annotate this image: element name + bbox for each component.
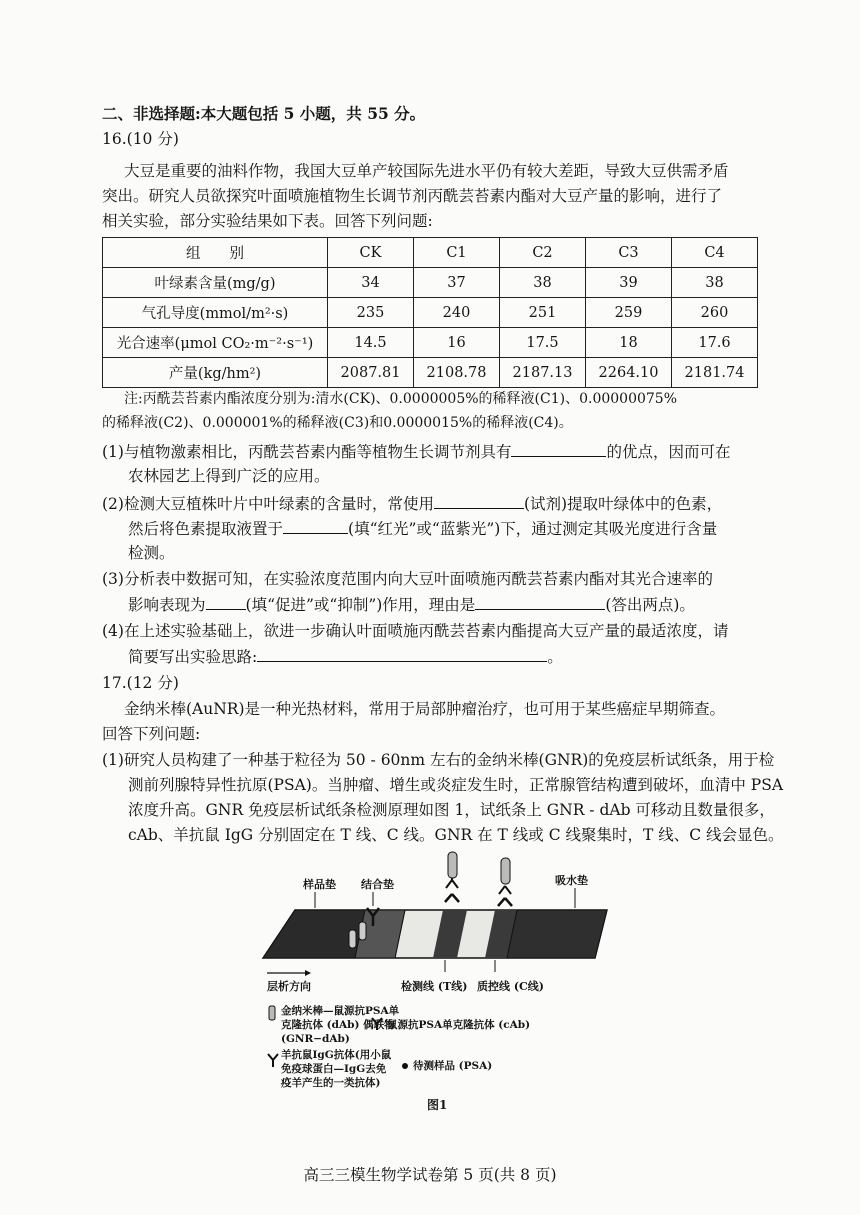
page-footer: 高三三模生物学试卷第 5 页(共 8 页)	[303, 1166, 557, 1184]
answer-blank[interactable]	[511, 440, 606, 457]
antibody-icon	[499, 886, 511, 894]
q17-sub1-line-4: cAb、羊抗鼠 IgG 分别固定在 T 线、C 线。GNR 在 T 线或 C 线聚集时，T 线、C 线会显色。	[128, 826, 784, 844]
table-cell: 260	[672, 298, 758, 328]
legend-cab: 鼠源抗PSA单克隆抗体 (cAb)	[387, 1019, 531, 1031]
table-cell: 17.6	[672, 328, 758, 358]
absorbent-pad-label: 吸水垫	[555, 874, 588, 887]
table-cell: 2187.13	[500, 358, 586, 388]
q16-data-table	[102, 237, 758, 388]
table-cell: 2087.81	[328, 358, 414, 388]
table-cell: 气孔导度(mmol/m²·s)	[103, 298, 328, 328]
q16-sub3-line-2	[128, 593, 695, 616]
table-cell: 2108.78	[414, 358, 500, 388]
absorbent-pad-shape	[507, 910, 607, 958]
table-cell: 38	[500, 268, 586, 298]
question-16-number: 16.(10 分)	[102, 130, 179, 148]
table-header-cell: C4	[672, 238, 758, 268]
q16-sub2-line-3: 检测。	[128, 544, 175, 562]
table-cell: 光合速率(μmol CO₂·m⁻²·s⁻¹)	[103, 328, 328, 358]
table-cell: 240	[414, 298, 500, 328]
table-cell: 37	[414, 268, 500, 298]
control-line-label: 质控线 (C线)	[477, 980, 544, 993]
q16-sub2-text-a: (2)检测大豆植株叶片中叶绿素的含量时，常使用	[102, 495, 434, 513]
gnr-rod-icon	[359, 922, 366, 940]
q16-intro-line-2: 突出。研究人员欲探究叶面喷施植物生长调节剂丙酰芸苔素内酯对大豆产量的影响，进行了	[102, 187, 723, 205]
cab-antibody-icon	[445, 894, 459, 902]
table-row	[103, 298, 758, 328]
q16-sub3-text-d: (答出两点)。	[605, 596, 695, 614]
table-cell: 235	[328, 298, 414, 328]
table-cell: 39	[586, 268, 672, 298]
table-row	[103, 268, 758, 298]
gnr-rod-icon	[448, 852, 457, 878]
table-header-row	[103, 238, 758, 268]
table-header-cell: C2	[500, 238, 586, 268]
igg-legend-icon	[268, 1054, 278, 1067]
table-cell: 17.5	[500, 328, 586, 358]
table-note-line-1: 注:丙酰芸苔素内酯浓度分别为:清水(CK)、0.0000005%的稀释液(C1)、0.00000075%	[124, 391, 677, 407]
table-cell: 251	[500, 298, 586, 328]
answer-blank[interactable]	[434, 492, 524, 509]
table-note-line-2: 的稀释液(C2)、0.000001%的稀释液(C3)和0.0000015%的稀释液(C4)。	[102, 415, 573, 431]
q16-sub1-line-2: 农林园艺上得到广泛的应用。	[128, 467, 330, 485]
q16-sub4-text-b: 简要写出实验思路:	[128, 648, 258, 666]
q17-sub1-line-1: (1)研究人员构建了一种基于粒径为 50 - 60nm 左右的金纳米棒(GNR)的免疫层析试纸条，用于检	[102, 751, 775, 769]
table-header-cell: C3	[586, 238, 672, 268]
table-cell: 14.5	[328, 328, 414, 358]
table-header-cell: C1	[414, 238, 500, 268]
gnr-rod-icon	[501, 858, 510, 884]
figure-1	[255, 848, 625, 1110]
test-line-label: 检测线 (T线)	[401, 980, 468, 993]
q16-sub2-line-1	[102, 492, 722, 515]
table-cell: 2264.10	[586, 358, 672, 388]
section-header: 二、非选择题:本大题包括 5 小题，共 55 分。	[102, 104, 426, 123]
table-row	[103, 328, 758, 358]
q16-sub1-line-1	[102, 440, 730, 463]
answer-blank[interactable]	[206, 593, 246, 610]
table-cell: 2181.74	[672, 358, 758, 388]
q16-sub1-text-a: (1)与植物激素相比，丙酰芸苔素内酯等植物生长调节剂具有	[102, 443, 512, 461]
legend-gnr	[281, 1004, 399, 1046]
igg-antibody-icon	[498, 898, 512, 906]
question-17-number: 17.(12 分)	[102, 674, 179, 692]
q16-sub2-line-2	[128, 517, 717, 540]
table-cell: 259	[586, 298, 672, 328]
q16-sub1-text-b: 的优点，因而可在	[606, 443, 731, 461]
q16-sub2-text-c: 然后将色素提取液置于	[128, 520, 284, 538]
q16-sub2-text-d: (填“红光”或“蓝紫光”)下，通过测定其吸光度进行含量	[348, 520, 718, 538]
gnr-rod-icon	[349, 930, 356, 948]
sample-pad-label: 样品垫	[303, 878, 336, 891]
answer-blank[interactable]	[257, 645, 547, 662]
table-cell: 18	[586, 328, 672, 358]
q16-sub2-text-b: (试剂)提取叶绿体中的色素，	[523, 495, 723, 513]
q16-sub3-text-c: (填“促进”或“抑制”)作用，理由是	[245, 596, 476, 614]
figure-caption: 图1	[427, 1098, 448, 1112]
table-header-cell: 组 别	[103, 238, 328, 268]
q17-sub1-line-2: 测前列腺特异性抗原(PSA)。当肿瘤、增生或炎症发生时，正常腺管结构遭到破坏，血清中 PSA	[128, 776, 784, 794]
q16-intro-line-1: 大豆是重要的油料作物，我国大豆单产较国际先进水平仍有较大差距，导致大豆供需矛盾	[124, 162, 729, 180]
answer-blank[interactable]	[283, 517, 348, 534]
legend-gnr-line: (GNR−dAb)	[281, 1033, 350, 1045]
q17-sub1-line-3: 浓度升高。GNR 免疫层析试纸条检测原理如图 1，试纸条上 GNR - dAb 可移动且数量很多，	[128, 801, 775, 819]
table-cell: 38	[672, 268, 758, 298]
q16-sub4-line-2	[128, 645, 563, 668]
q16-sub4-line-1: (4)在上述实验基础上，欲进一步确认叶面喷施丙酰芸苔素内酯提高大豆产量的最适浓度，请	[102, 622, 729, 640]
q17-intro-line-2: 回答下列问题:	[102, 725, 201, 743]
table-cell: 叶绿素含量(mg/g)	[103, 268, 328, 298]
antibody-icon	[446, 878, 458, 888]
table-cell: 16	[414, 328, 500, 358]
legend-igg-line: 疫羊产生的一类抗体)	[281, 1077, 381, 1089]
table-cell: 产量(kg/hm²)	[103, 358, 328, 388]
legend-igg	[281, 1048, 391, 1090]
gnr-legend-icon	[269, 1006, 275, 1020]
conjugate-pad-label: 结合垫	[361, 878, 394, 891]
direction-label: 层析方向	[267, 980, 311, 993]
answer-blank[interactable]	[475, 593, 605, 610]
table-row	[103, 358, 758, 388]
legend-psa: 待测样品 (PSA)	[413, 1060, 493, 1072]
q16-sub3-text-b: 影响表现为	[128, 596, 206, 614]
table-header-cell: CK	[328, 238, 414, 268]
table-cell: 34	[328, 268, 414, 298]
legend-gnr-line: 金纳米棒—鼠源抗PSA单	[281, 1005, 400, 1017]
q16-intro-line-3: 相关实验，部分实验结果如下表。回答下列问题:	[102, 212, 433, 230]
q16-sub4-text-c: 。	[547, 648, 563, 666]
q17-intro-line-1: 金纳米棒(AuNR)是一种光热材料，常用于局部肿瘤治疗，也可用于某些癌症早期筛查。	[124, 700, 726, 718]
legend-igg-line: 羊抗鼠IgG抗体(用小鼠	[281, 1049, 392, 1061]
psa-legend-icon	[402, 1063, 408, 1069]
legend-gnr-line: 克隆抗体 (dAb) 偶联物	[281, 1019, 395, 1031]
legend-igg-line: 免疫球蛋白—IgG去免	[281, 1063, 387, 1075]
q16-sub3-line-1: (3)分析表中数据可知，在实验浓度范围内向大豆叶面喷施丙酰芸苔素内酯对其光合速率的	[102, 570, 713, 588]
